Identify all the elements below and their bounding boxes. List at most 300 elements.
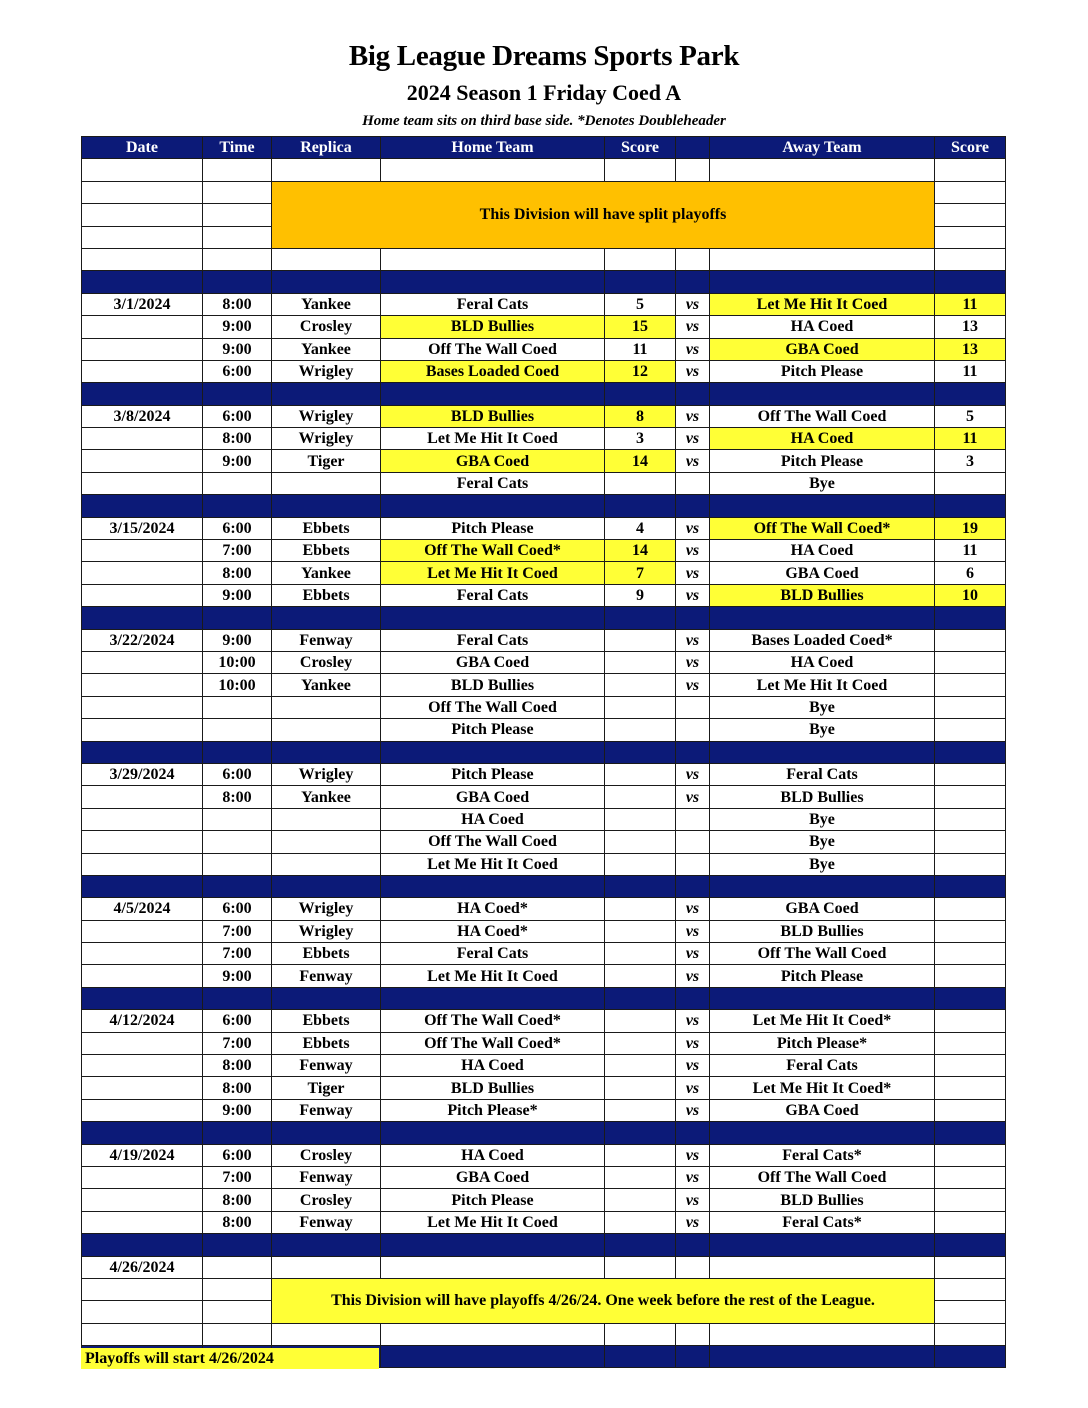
col-header-date: Date: [82, 137, 203, 159]
game-field: Ebbets: [272, 943, 381, 965]
game-field: [272, 719, 381, 741]
home-team: HA Coed: [381, 1144, 605, 1166]
blank-cell: [710, 1256, 935, 1278]
blank-cell: [676, 248, 710, 270]
separator-cell: [272, 1234, 381, 1256]
col-header-away-score: Score: [935, 137, 1006, 159]
separator-cell: [272, 495, 381, 517]
separator-cell: [272, 607, 381, 629]
away-team: Feral Cats: [710, 1055, 935, 1077]
away-score: [935, 1144, 1006, 1166]
game-field: Crosley: [272, 1144, 381, 1166]
blank-row: [82, 1323, 1006, 1345]
game-time: 8:00: [203, 1211, 272, 1233]
game-date: 4/19/2024: [82, 1144, 203, 1166]
game-field: Fenway: [272, 965, 381, 987]
away-score: 3: [935, 450, 1006, 472]
away-team: Pitch Please: [710, 360, 935, 382]
away-score: [935, 920, 1006, 942]
banner-row: [82, 181, 1006, 203]
game-field: [272, 808, 381, 830]
vs-label: vs: [676, 763, 710, 785]
game-time: 8:00: [203, 786, 272, 808]
away-score: 13: [935, 338, 1006, 360]
game-field: Ebbets: [272, 1010, 381, 1032]
game-date: [82, 584, 203, 606]
away-score: [935, 1099, 1006, 1121]
game-time: [203, 719, 272, 741]
blank-cell: [935, 159, 1006, 181]
game-field: [272, 696, 381, 718]
game-field: Yankee: [272, 293, 381, 315]
blank-cell: [203, 159, 272, 181]
game-row: [82, 898, 1006, 920]
game-time: 10:00: [203, 651, 272, 673]
separator-cell: [381, 987, 605, 1009]
separator-cell: [605, 1346, 676, 1368]
home-score: 14: [605, 540, 676, 562]
away-score: 11: [935, 293, 1006, 315]
game-time: [203, 831, 272, 853]
separator-cell: [82, 1234, 203, 1256]
game-row: [82, 338, 1006, 360]
game-time: 9:00: [203, 450, 272, 472]
separator-cell: [676, 1122, 710, 1144]
away-team: Bye: [710, 472, 935, 494]
blank-cell: [82, 204, 203, 226]
separator-cell: [82, 1122, 203, 1144]
game-date: [82, 786, 203, 808]
away-score: [935, 898, 1006, 920]
blank-cell: [935, 1301, 1006, 1323]
page-title: Big League Dreams Sports Park: [348, 40, 740, 72]
separator-cell: [605, 875, 676, 897]
game-row: [82, 719, 1006, 741]
home-team: HA Coed*: [381, 898, 605, 920]
away-score: 19: [935, 517, 1006, 539]
separator-cell: [381, 741, 605, 763]
blank-cell: [381, 1323, 605, 1345]
separator-cell: [381, 495, 605, 517]
vs-label: vs: [676, 1144, 710, 1166]
game-field: Wrigley: [272, 920, 381, 942]
game-date: [82, 853, 203, 875]
game-time: 8:00: [203, 293, 272, 315]
game-time: 9:00: [203, 1099, 272, 1121]
home-score: [605, 898, 676, 920]
away-team: Bye: [710, 696, 935, 718]
game-row: [82, 696, 1006, 718]
game-row: [82, 1077, 1006, 1099]
page-subtitle: 2024 Season 1 Friday Coed A: [406, 80, 682, 105]
table-header-row: [82, 137, 1006, 159]
game-date: [82, 540, 203, 562]
blank-cell: [203, 1256, 272, 1278]
game-time: 8:00: [203, 1189, 272, 1211]
away-score: [935, 472, 1006, 494]
away-team: Bye: [710, 808, 935, 830]
home-score: 3: [605, 428, 676, 450]
game-row: [82, 316, 1006, 338]
game-date: 4/12/2024: [82, 1010, 203, 1032]
home-team: Let Me Hit It Coed: [381, 428, 605, 450]
separator-cell: [676, 607, 710, 629]
week-separator: [82, 271, 1006, 293]
home-score: [605, 831, 676, 853]
division-banner: This Division will have playoffs 4/26/24. One week before the rest of the League.: [272, 1278, 935, 1323]
home-team: GBA Coed: [381, 1166, 605, 1188]
separator-cell: [82, 607, 203, 629]
separator-cell: [676, 1346, 710, 1368]
away-team: GBA Coed: [710, 338, 935, 360]
away-score: [935, 853, 1006, 875]
home-team: Pitch Please: [381, 763, 605, 785]
game-row: [82, 1144, 1006, 1166]
game-date: [82, 831, 203, 853]
separator-cell: [605, 1122, 676, 1144]
away-team: BLD Bullies: [710, 920, 935, 942]
blank-cell: [272, 159, 381, 181]
game-field: Fenway: [272, 1211, 381, 1233]
blank-cell: [710, 248, 935, 270]
vs-label: vs: [676, 316, 710, 338]
away-score: [935, 651, 1006, 673]
separator-cell: [935, 271, 1006, 293]
home-score: 4: [605, 517, 676, 539]
game-date: [82, 1211, 203, 1233]
home-score: [605, 651, 676, 673]
blank-cell: [203, 1301, 272, 1323]
home-score: 14: [605, 450, 676, 472]
separator-cell: [203, 1234, 272, 1256]
game-row: [82, 629, 1006, 651]
game-field: Fenway: [272, 1055, 381, 1077]
separator-cell: [605, 987, 676, 1009]
away-team: Let Me Hit It Coed*: [710, 1010, 935, 1032]
game-time: 8:00: [203, 1077, 272, 1099]
game-time: 6:00: [203, 898, 272, 920]
separator-cell: [710, 741, 935, 763]
game-field: [272, 472, 381, 494]
separator-cell: [710, 1122, 935, 1144]
blank-cell: [82, 248, 203, 270]
home-team: BLD Bullies: [381, 405, 605, 427]
game-row: [82, 472, 1006, 494]
blank-cell: [935, 1323, 1006, 1345]
blank-cell: [935, 204, 1006, 226]
game-field: Fenway: [272, 1166, 381, 1188]
blank-cell: [935, 1256, 1006, 1278]
game-date: [82, 428, 203, 450]
game-date: [82, 450, 203, 472]
game-row: [82, 293, 1006, 315]
separator-cell: [203, 741, 272, 763]
away-team: HA Coed: [710, 316, 935, 338]
away-score: 11: [935, 428, 1006, 450]
game-row: [82, 584, 1006, 606]
week-separator: [82, 987, 1006, 1009]
home-team: BLD Bullies: [381, 1077, 605, 1099]
vs-label: vs: [676, 562, 710, 584]
blank-cell: [710, 1323, 935, 1345]
blank-cell: [381, 1256, 605, 1278]
game-time: 6:00: [203, 360, 272, 382]
separator-cell: [676, 987, 710, 1009]
blank-cell: [605, 248, 676, 270]
game-field: Tiger: [272, 450, 381, 472]
away-score: 11: [935, 360, 1006, 382]
vs-label: vs: [676, 517, 710, 539]
away-team: Off The Wall Coed: [710, 1166, 935, 1188]
blank-cell: [82, 181, 203, 203]
away-score: [935, 1077, 1006, 1099]
home-team: GBA Coed: [381, 651, 605, 673]
game-time: 7:00: [203, 920, 272, 942]
vs-label: vs: [676, 1166, 710, 1188]
game-field: Wrigley: [272, 360, 381, 382]
blank-cell: [605, 1256, 676, 1278]
blank-cell: [935, 181, 1006, 203]
vs-label: vs: [676, 360, 710, 382]
home-team: Pitch Please: [381, 517, 605, 539]
col-header-vs: [676, 137, 710, 159]
vs-label: [676, 472, 710, 494]
game-date: [82, 920, 203, 942]
away-team: Pitch Please: [710, 965, 935, 987]
separator-cell: [935, 1122, 1006, 1144]
separator-cell: [203, 607, 272, 629]
game-date: [82, 1166, 203, 1188]
game-time: 6:00: [203, 405, 272, 427]
game-time: 6:00: [203, 1144, 272, 1166]
game-row: [82, 674, 1006, 696]
separator-cell: [676, 875, 710, 897]
separator-cell: [935, 1346, 1006, 1368]
division-banner: This Division will have split playoffs: [272, 181, 935, 248]
away-score: [935, 1211, 1006, 1233]
blank-cell: [381, 159, 605, 181]
separator-cell: [381, 1122, 605, 1144]
game-time: 6:00: [203, 517, 272, 539]
away-team: GBA Coed: [710, 562, 935, 584]
away-team: Let Me Hit It Coed: [710, 293, 935, 315]
game-row: [82, 831, 1006, 853]
game-row: [82, 943, 1006, 965]
game-field: Wrigley: [272, 763, 381, 785]
game-row: [82, 651, 1006, 673]
separator-cell: [710, 383, 935, 405]
game-row: [82, 808, 1006, 830]
game-row: [82, 786, 1006, 808]
schedule-body: [82, 159, 1006, 1368]
vs-label: vs: [676, 920, 710, 942]
away-team: GBA Coed: [710, 1099, 935, 1121]
game-time: 10:00: [203, 674, 272, 696]
vs-label: vs: [676, 405, 710, 427]
blank-cell: [935, 1278, 1006, 1300]
separator-cell: [82, 987, 203, 1009]
game-date: [82, 338, 203, 360]
game-time: 9:00: [203, 965, 272, 987]
blank-cell: [710, 159, 935, 181]
vs-label: vs: [676, 965, 710, 987]
page-note: Home team sits on third base side. *Denotes Doubleheader: [362, 113, 726, 129]
game-row: [82, 562, 1006, 584]
home-score: [605, 763, 676, 785]
game-row: [82, 920, 1006, 942]
separator-cell: [605, 607, 676, 629]
game-date: 4/26/2024: [82, 1256, 203, 1278]
game-row: [82, 853, 1006, 875]
separator-cell: [710, 495, 935, 517]
vs-label: vs: [676, 898, 710, 920]
blank-cell: [203, 181, 272, 203]
game-date: 4/5/2024: [82, 898, 203, 920]
away-team: Off The Wall Coed: [710, 405, 935, 427]
home-team: Off The Wall Coed: [381, 831, 605, 853]
away-score: [935, 1010, 1006, 1032]
game-time: 8:00: [203, 1055, 272, 1077]
vs-label: vs: [676, 1032, 710, 1054]
away-team: BLD Bullies: [710, 786, 935, 808]
week-separator: [82, 1122, 1006, 1144]
vs-label: vs: [676, 674, 710, 696]
home-team: Let Me Hit It Coed: [381, 853, 605, 875]
home-score: [605, 786, 676, 808]
blank-cell: [203, 1323, 272, 1345]
col-header-home-team: Home Team: [381, 137, 605, 159]
game-field: Crosley: [272, 1189, 381, 1211]
away-score: 6: [935, 562, 1006, 584]
game-date: [82, 674, 203, 696]
away-team: Feral Cats: [710, 763, 935, 785]
away-team: Let Me Hit It Coed*: [710, 1077, 935, 1099]
separator-cell: [605, 495, 676, 517]
game-time: 9:00: [203, 338, 272, 360]
separator-cell: [710, 607, 935, 629]
separator-cell: [272, 741, 381, 763]
game-field: Yankee: [272, 338, 381, 360]
separator-cell: [935, 875, 1006, 897]
blank-row: [82, 248, 1006, 270]
game-field: Wrigley: [272, 405, 381, 427]
home-team: Feral Cats: [381, 629, 605, 651]
vs-label: vs: [676, 293, 710, 315]
blank-cell: [203, 226, 272, 248]
blank-cell: [82, 1301, 203, 1323]
game-time: 7:00: [203, 1032, 272, 1054]
separator-cell: [203, 987, 272, 1009]
vs-label: vs: [676, 540, 710, 562]
separator-cell: [676, 383, 710, 405]
week-separator: [82, 741, 1006, 763]
away-score: [935, 965, 1006, 987]
home-team: Pitch Please: [381, 719, 605, 741]
blank-cell: [676, 1256, 710, 1278]
home-score: [605, 920, 676, 942]
blank-cell: [82, 226, 203, 248]
separator-cell: [272, 1122, 381, 1144]
home-team: Off The Wall Coed*: [381, 1032, 605, 1054]
home-score: 11: [605, 338, 676, 360]
away-score: [935, 629, 1006, 651]
game-row: [82, 763, 1006, 785]
away-score: [935, 786, 1006, 808]
game-row: [82, 1055, 1006, 1077]
col-header-replica: Replica: [272, 137, 381, 159]
away-team: GBA Coed: [710, 898, 935, 920]
home-score: 15: [605, 316, 676, 338]
game-field: Wrigley: [272, 898, 381, 920]
home-score: [605, 965, 676, 987]
game-field: Yankee: [272, 562, 381, 584]
game-time: 6:00: [203, 763, 272, 785]
game-date: [82, 808, 203, 830]
game-row: [82, 1032, 1006, 1054]
game-date: [82, 943, 203, 965]
vs-label: [676, 696, 710, 718]
game-field: Yankee: [272, 674, 381, 696]
game-row: [82, 1099, 1006, 1121]
away-score: 13: [935, 316, 1006, 338]
away-score: [935, 1189, 1006, 1211]
game-date: [82, 360, 203, 382]
separator-cell: [935, 607, 1006, 629]
game-row: [82, 1189, 1006, 1211]
separator-cell: [710, 271, 935, 293]
home-score: [605, 1211, 676, 1233]
home-team: Feral Cats: [381, 943, 605, 965]
away-team: Feral Cats*: [710, 1144, 935, 1166]
separator-cell: [82, 875, 203, 897]
separator-cell: [710, 987, 935, 1009]
game-row: [82, 428, 1006, 450]
blank-cell: [272, 248, 381, 270]
game-field: Ebbets: [272, 584, 381, 606]
away-team: Off The Wall Coed*: [710, 517, 935, 539]
separator-cell: [82, 271, 203, 293]
separator-cell: [272, 987, 381, 1009]
schedule-table: [81, 136, 1006, 1368]
separator-cell: [605, 271, 676, 293]
game-date: 3/29/2024: [82, 763, 203, 785]
separator-cell: [381, 1234, 605, 1256]
home-score: [605, 1166, 676, 1188]
separator-cell: [676, 1234, 710, 1256]
blank-cell: [203, 1278, 272, 1300]
away-score: [935, 719, 1006, 741]
away-team: Bye: [710, 831, 935, 853]
game-field: Ebbets: [272, 517, 381, 539]
game-field: [272, 831, 381, 853]
away-team: Bye: [710, 853, 935, 875]
away-score: [935, 674, 1006, 696]
separator-cell: [381, 271, 605, 293]
game-date: [82, 1055, 203, 1077]
game-field: Crosley: [272, 651, 381, 673]
game-field: Fenway: [272, 1099, 381, 1121]
game-field: Ebbets: [272, 1032, 381, 1054]
game-row: [82, 540, 1006, 562]
away-score: [935, 808, 1006, 830]
home-team: Let Me Hit It Coed: [381, 562, 605, 584]
game-date: [82, 1099, 203, 1121]
col-header-home-score: Score: [605, 137, 676, 159]
home-score: [605, 1055, 676, 1077]
separator-cell: [203, 271, 272, 293]
home-team: GBA Coed: [381, 450, 605, 472]
game-date: [82, 696, 203, 718]
